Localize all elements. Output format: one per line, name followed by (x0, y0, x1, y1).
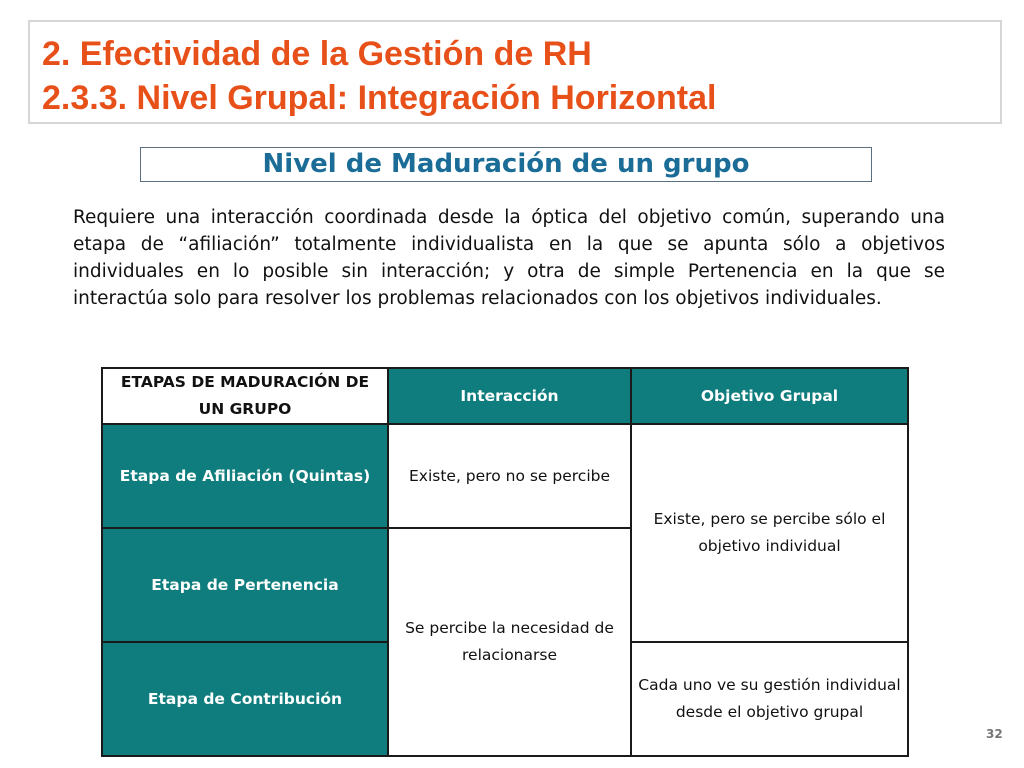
cell-text: Existe, pero no se percibe (408, 466, 610, 485)
objective-contribucion (631, 642, 908, 756)
objective-afiliacion-pertenencia (631, 424, 908, 642)
header-group-objective-label: Objetivo Grupal (700, 386, 839, 405)
cell-text: Cada uno ve su gestión individual desde el objetivo grupal (638, 676, 901, 721)
subtitle-box (140, 147, 872, 182)
stage-pertenencia (102, 528, 388, 642)
header-stages (102, 368, 388, 424)
body-paragraph: Requiere una interacción coordinada desde la óptica del objetivo común, superando una etapa de “afiliación” totalmente individualista en la que se apunta sólo a objetivos individuales en lo posible sin interacción; y otra de simple Pertenencia en la que se interactúa solo para resolver los problemas relacionados con los objetivos individuales. (73, 207, 945, 309)
header-interaction-label: Interacción (460, 386, 559, 405)
cell-text: Se percibe la necesidad de relacionarse (405, 619, 614, 664)
maturity-stages-table (101, 367, 909, 757)
stage-afiliacion (102, 424, 388, 528)
stage-label: Etapa de Pertenencia (151, 575, 339, 594)
header-group-objective (631, 368, 908, 424)
cell-text: Existe, pero se percibe sólo el objetivo individual (653, 510, 886, 555)
interaction-afiliacion (388, 424, 631, 528)
title-box (28, 20, 1002, 124)
stage-label: Etapa de Afiliación (Quintas) (119, 466, 371, 485)
stage-label: Etapa de Contribución (147, 689, 343, 708)
slide-subtitle: Nivel de Maduración de un grupo (262, 149, 750, 179)
page-number: 32 (986, 727, 1003, 741)
stage-contribucion (102, 642, 388, 756)
slide-title-line-2: 2.3.3. Nivel Grupal: Integración Horizontal (42, 79, 717, 117)
table-header-row (102, 368, 908, 424)
interaction-pertenencia-contribucion (388, 528, 631, 756)
slide-title-line-1: 2. Efectividad de la Gestión de RH (42, 35, 592, 73)
header-interaction (388, 368, 631, 424)
header-stages-label: ETAPAS DE MADURACIÓN DE UN GRUPO (120, 373, 370, 418)
table-row (102, 424, 908, 528)
